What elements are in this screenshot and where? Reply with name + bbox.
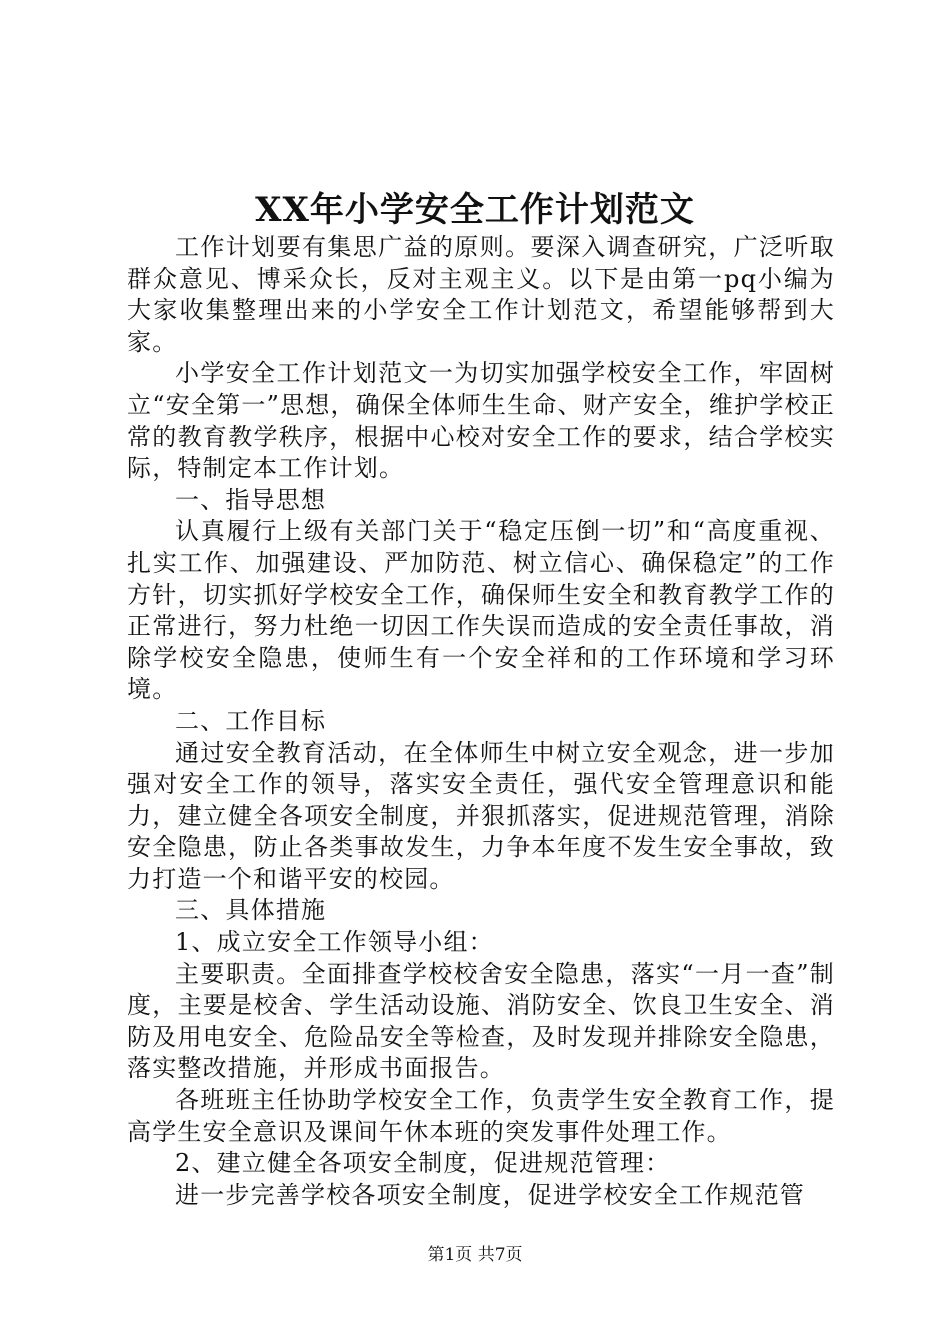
paragraph-class-teachers: 各班班主任协助学校安全工作，负责学生安全教育工作，提高学生安全意识及课间午休本班的突发事件处理工作。 bbox=[127, 1086, 835, 1146]
section-heading-work-goals: 二、工作目标 bbox=[175, 706, 327, 735]
paragraph-guiding-thought: 认真履行上级有关部门关于“稳定压倒一切”和“高度重视、扎实工作、加强建设、严加防范、树立信心、确保稳定”的工作方针，切实抓好学校安全工作，确保师生安全和教育教学工作的正常进行，努力杜绝一切因工作失误而造成的安全责任事故，消除学校安全隐患，使师生有一个安全祥和的工作环境和学习环境。 bbox=[127, 517, 835, 704]
paragraph-intro: 工作计划要有集思广益的原则。要深入调查研究，广泛听取群众意见、博采众长，反对主观主义。以下是由第一pq小编为大家收集整理出来的小学安全工作计划范文，希望能够帮到大家。 bbox=[127, 233, 835, 356]
paragraph-work-goals: 通过安全教育活动，在全体师生中树立安全观念，进一步加强对安全工作的领导，落实安全责任，强代安全管理意识和能力，建立健全各项安全制度，并狠抓落实，促进规范管理，消除安全隐患，防止各类事故发生，力争本年度不发生安全事故，致力打造一个和谐平安的校园。 bbox=[127, 738, 835, 893]
section-heading-guiding-thought: 一、指导思想 bbox=[175, 485, 327, 514]
paragraph-main-duties: 主要职责。全面排查学校校舍安全隐患，落实“一月一查”制度，主要是校舍、学生活动设施、消防安全、饮良卫生安全、消防及用电安全、危险品安全等检查，及时发现并排除安全隐患，落实整改措施，并形成书面报告。 bbox=[127, 959, 835, 1083]
page-footer: 第1页 共7页 bbox=[427, 1245, 523, 1265]
section-heading-measures: 三、具体措施 bbox=[175, 896, 327, 925]
subheading-safety-rules: 2、建立健全各项安全制度，促进规范管理： bbox=[175, 1149, 671, 1178]
document-body bbox=[127, 232, 835, 1211]
paragraph-improve-rules: 进一步完善学校各项安全制度，促进学校安全工作规范管 bbox=[175, 1180, 805, 1209]
paragraph-plan-one: 小学安全工作计划范文一为切实加强学校安全工作，牢固树立“安全第一”思想，确保全体师生生命、财产安全，维护学校正常的教育教学秩序，根据中心校对安全工作的要求，结合学校实际，特制定本工作计划。 bbox=[127, 359, 835, 483]
document-title: XX年小学安全工作计划范文 bbox=[255, 190, 695, 230]
subheading-leadership-group: 1、成立安全工作领导小组： bbox=[175, 928, 494, 957]
